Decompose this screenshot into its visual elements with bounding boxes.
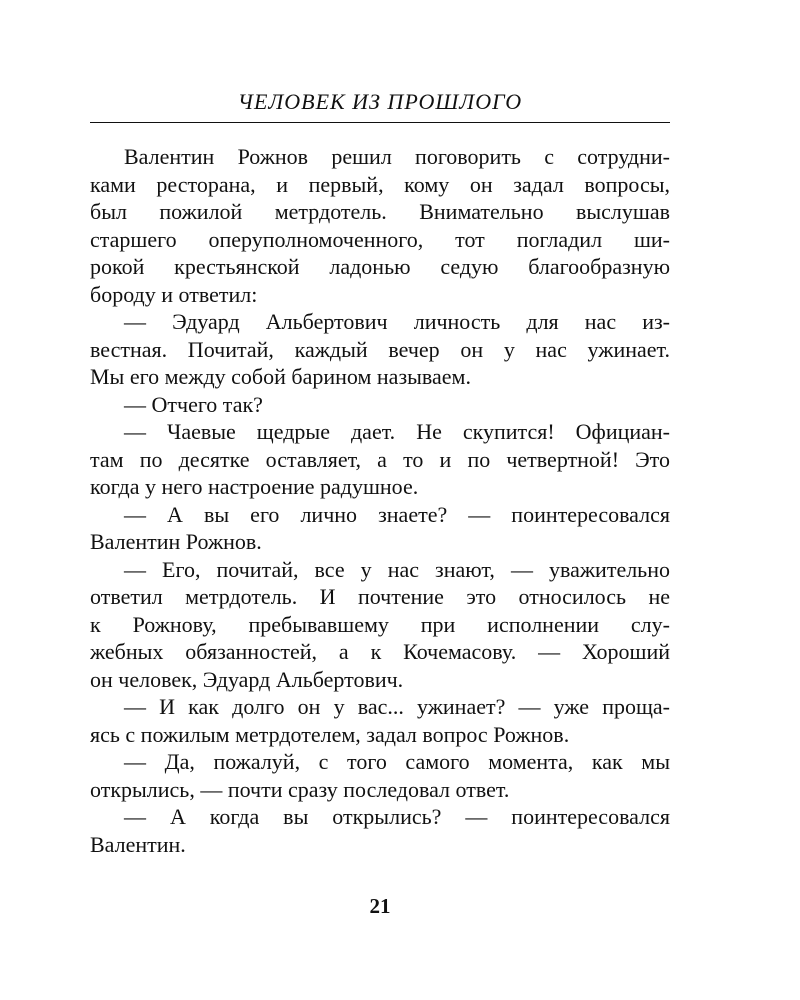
text-line: открылись, — почти сразу последовал ответ.: [90, 776, 510, 802]
text-line: Валентин Рожнов решил поговорить с сотрудни-: [124, 144, 670, 169]
text-line: ответил метрдотель. И почтение это относилось не: [90, 584, 670, 609]
header-rule: [90, 122, 670, 123]
text-line: — Отчего так?: [124, 391, 263, 417]
text-line: вестная. Почитай, каждый вечер он у нас ужинает.: [90, 336, 670, 362]
page-number: 21: [369, 894, 391, 918]
text-line: был пожилой метрдотель. Внимательно выслушав: [90, 199, 670, 224]
text-line: — Эдуард Альбертович личность для нас из-: [124, 309, 670, 334]
text-line: — Его, почитай, все у нас знают, — уважительно: [124, 556, 670, 582]
text-line: — А вы его лично знаете? — поинтересовался: [124, 501, 670, 527]
text-line: — Да, пожалуй, с того самого момента, как мы: [124, 749, 670, 774]
text-line: там по десятке оставляет, а то и по четвертной! Это: [90, 446, 670, 472]
text-line: жебных обязанностей, а к Кочемасову. — Хороший: [90, 639, 670, 664]
text-line: рокой крестьянской ладонью седую благообразную: [90, 254, 670, 279]
text-line: бороду и ответил:: [90, 281, 258, 307]
text-line: ясь с пожилым метрдотелем, задал вопрос Рожнов.: [90, 721, 570, 747]
text-line: старшего оперуполномоченного, тот погладил ши-: [90, 226, 670, 252]
text-line: — И как долго он у вас... ужинает? — уже проща-: [124, 694, 670, 719]
body-text: [90, 143, 670, 858]
text-line: — А когда вы открылись? — поинтересовался: [124, 804, 670, 829]
text-line: к Рожнову, пребывавшему при исполнении слу-: [90, 611, 670, 637]
text-line: он человек, Эдуард Альбертович.: [90, 666, 404, 692]
text-line: Мы его между собой барином называем.: [90, 364, 471, 389]
text-line: Валентин Рожнов.: [90, 529, 262, 554]
text-line: — Чаевые щедрые дает. Не скупится! Официан-: [124, 419, 670, 444]
text-line: ками ресторана, и первый, кому он задал вопросы,: [90, 171, 670, 197]
text-line: когда у него настроение радушное.: [90, 474, 419, 499]
running-head: ЧЕЛОВЕК ИЗ ПРОШЛОГО: [237, 89, 523, 114]
text-line: Валентин.: [90, 831, 186, 857]
